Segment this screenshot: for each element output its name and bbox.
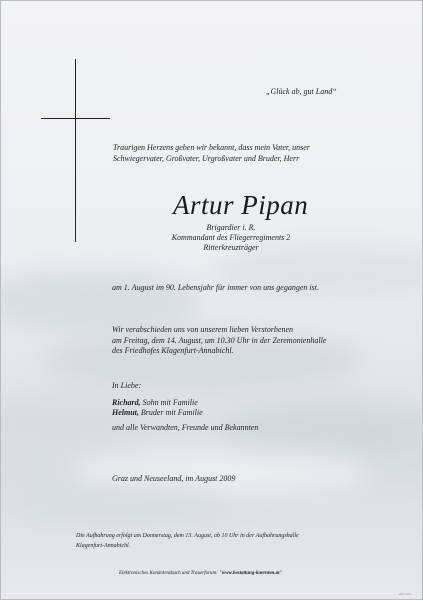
intro-line: Traurigen Herzens geben wir bekannt, dass mein Vater, unser (113, 143, 310, 152)
mourner-name: Richard, (112, 397, 141, 407)
document-code: ZZT-001 (399, 592, 412, 596)
footer (119, 571, 282, 576)
laying-out-line: Klagenfurt-Annabichl. (76, 543, 131, 549)
place-date: Graz und Neuseeland, im August 2009 (112, 474, 236, 483)
intro-line: Schwiegervater, Großvater, Urgroßvater und Bruder, Herr (113, 154, 300, 163)
mourners-block (112, 381, 382, 433)
mourner-name: Helmut, (112, 408, 139, 417)
intro-text (113, 142, 383, 164)
mourner-relation: Bruder mit Familie (140, 408, 203, 417)
motto: „Glück ab, gut Land“ (266, 87, 337, 96)
cross-vertical-bar (75, 59, 76, 242)
cloud-background (1, 1, 423, 601)
deceased-titles (171, 223, 291, 253)
service-line: Wir verabschieden uns von unserem lieben Verstorbenen (112, 325, 293, 334)
deceased-name: Artur Pipan (173, 190, 309, 220)
death-notice: am 1. August im 90. Lebensjahr für immer von uns gegangen ist. (112, 283, 319, 292)
mourners-others: und alle Verwandten, Freunde und Bekannten (112, 422, 259, 432)
mourner-entry (112, 408, 382, 419)
laying-out-notice (76, 531, 376, 551)
funeral-service (112, 325, 382, 357)
title-line: Kommandant des Fliegerregiments 2 (171, 233, 291, 242)
title-line: Ritterkreuzträger (203, 243, 259, 252)
cross-horizontal-bar (41, 118, 110, 119)
mourner-entry (112, 398, 382, 409)
title-line: Brigardier i. R. (206, 223, 256, 232)
laying-out-line: Die Aufbahrung erfolgt am Donnerstag, dem 13. August, ab 10 Uhr in der Aufbahrungshalle (76, 533, 299, 539)
footer-text: Elektronisches Kondolenzbuch und Trauerforum: (119, 571, 218, 576)
footer-url[interactable]: "www.bestattung-kaernten.at" (219, 571, 283, 576)
mourner-relation: Sohn mit Familie (142, 397, 198, 407)
mourners-heading: In Liebe: (112, 381, 142, 390)
service-line: am Freitag, dem 14. August, um 10.30 Uhr in der Zeremonienhalle (112, 335, 327, 345)
service-line: des Friedhofes Klagenfurt-Annabichl. (112, 346, 234, 355)
